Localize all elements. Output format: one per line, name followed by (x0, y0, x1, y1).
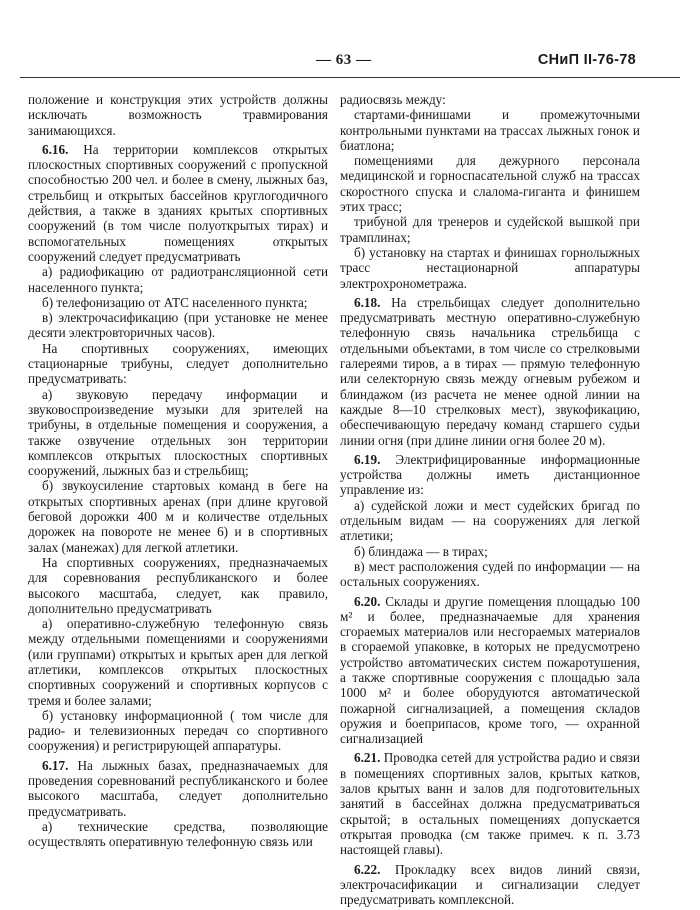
paragraph: б) установку на стартах и финишах горнолыжных трасс нестационарной аппаратуры электрохронометража. (340, 244, 640, 291)
paragraph: стартами-финишами и промежуточными контрольными пунктами на трассах лыжных гонок и биатлона; (340, 107, 640, 153)
section-text: На территории комплексов открытых плоскостных спортивных сооружений с пропускной способностью 200 чел. и более в смену, лыжных баз, стрельбищ и открытых бассейнов круглогодичного действия, а также в зданиях крытых спортивных сооружений (в том числе полуоткрытых тирах) и вспомогательных помещениях открытых сооружений следует предусматривать (28, 141, 328, 264)
section-paragraph (340, 862, 640, 908)
left-column (28, 92, 328, 850)
paragraph: а) звуковую передачу информации и звуковоспроизведение музыки для зрителей на трибуны, в отдельные помещения и сооружения, а также озвучение отдельных зон территории комплексов открытых плоскостных спортивных сооружений, лыжных баз и стрельбищ; (28, 386, 328, 479)
section-number: 6.18. (354, 294, 381, 310)
paragraph: б) звукоусиление стартовых команд в беге на открытых спортивных аренах (при длине круговой беговой дорожки 400 м и количестве отдельных дорожек на повороте не менее 6) и в спортивных залах (манежах) для легкой атлетики. (28, 478, 328, 555)
document-code: СНиП II-76-78 (537, 52, 636, 68)
header-rule (20, 77, 680, 78)
paragraph: На спортивных сооружениях, имеющих стационарные трибуны, следует дополнительно предусматривать: (28, 340, 328, 387)
section-text: Проводка сетей для устройства радио и связи в помещениях спортивных залов, крытых катков, залов крытых ванн и залов для подготовительных занятий в бассейнах должна предусматриваться скрытой; в остальных помещениях допускается открытая проводка (см также примеч. к п. 3.73 настоящей главы). (340, 750, 640, 858)
paragraph: б) установку информационной ( том числе для радио- и телевизионных передач со спортивного сооружения) и регистрирующей аппаратуры. (28, 707, 328, 754)
paragraph: помещениями для дежурного персонала медицинской и горноспасательной служб на трассах скоростного спуска и слалома-гиганта и финишем этих трасс; (340, 153, 640, 215)
section-text: На стрельбищах следует дополнительно предусматривать местную оперативно-служебную телефонную связь начальника стрельбища с отдельными объектами, в том числе со стрелковыми галереями тиров, а в тирах — прямую телефонную или селекторную связь между огневым рубежом и блиндажом (из расчета не менее одной линии на каждые 8—10 стрелковых мест), звукофикацию, обеспечивающую передачу команд старшего судьи линии огня (при длине линии огня более 20 м). (340, 294, 640, 448)
section-paragraph (28, 758, 328, 819)
section-number: 6.19. (354, 451, 381, 467)
paragraph: б) блиндажа — в тирах; (354, 543, 488, 559)
paragraph: в) мест расположения судей по информации — на остальных сооружениях. (340, 558, 640, 590)
section-number: 6.21. (354, 750, 381, 766)
paragraph: б) телефонизацию от АТС населенного пункта; (42, 294, 308, 310)
section-number: 6.20. (354, 593, 381, 609)
right-column (340, 92, 640, 907)
section-paragraph (340, 295, 640, 448)
page-header (0, 52, 700, 70)
section-text: Прокладку всех видов линий связи, электрочасификации и сигнализации следует предусматривать комплексной. (340, 861, 640, 908)
section-paragraph (340, 750, 640, 857)
paragraph: На спортивных сооружениях, предназначаемых для соревнования республиканского и более высокого масштаба, следует, как правило, дополнительно предусматривать (28, 554, 328, 616)
section-paragraph (340, 594, 640, 747)
paragraph: а) радиофикацию от радиотрансляционной сети населенного пункта; (28, 264, 328, 295)
section-text: Электрифицированные информационные устройства должны иметь дистанционное управление из: (340, 451, 640, 498)
paragraph: а) оперативно-служебную телефонную связь между отдельными помещениями и сооружениями (или группами) открытых и крытых арен для легкой атлетики, комплексов открытых плоскостных спортивных сооружений и спортивных корпусов с тремя и более залами; (28, 616, 328, 708)
section-number: 6.16. (42, 141, 69, 157)
paragraph: в) электрочасификацию (при установке не менее десяти электровторичных часов). (28, 310, 328, 341)
paragraph: а) судейской ложи и мест судейских бригад по отдельным видам — на сооружениях для легкой атлетики; (340, 497, 640, 544)
section-text: На лыжных базах, предназначаемых для проведения соревнований республиканского и более высокого масштаба, следует дополнительно предусматривать. (28, 757, 328, 819)
section-paragraph (28, 142, 328, 264)
section-number: 6.22. (354, 861, 381, 877)
paragraph-continuation: радиосвязь между: (340, 92, 446, 107)
paragraph-continuation: положение и конструкция этих устройств должны исключать возможность травмирования занимающихся. (28, 92, 328, 138)
section-number: 6.17. (42, 757, 69, 773)
paragraph: трибуной для тренеров и судейской вышкой при трамплинах; (340, 214, 640, 245)
section-text: Склады и другие помещения площадью 100 м² и более, предназначаемые для хранения сгораемых материалов или несгораемых материалов в сгораемой упаковке, в которых не предусмотрено устройство автоматических систем пожаротушения, а также спортивные сооружения с площадью зала 1000 м² и более оборудуются автоматической пожарной сигнализацией, а помещения складов оружия и боеприпасов, кроме того, — охранной сигнализацией (340, 593, 640, 747)
paragraph: а) технические средства, позволяющие осуществлять оперативную телефонную связь или (28, 818, 328, 850)
page-number: — 63 — (316, 52, 372, 68)
section-paragraph (340, 452, 640, 498)
